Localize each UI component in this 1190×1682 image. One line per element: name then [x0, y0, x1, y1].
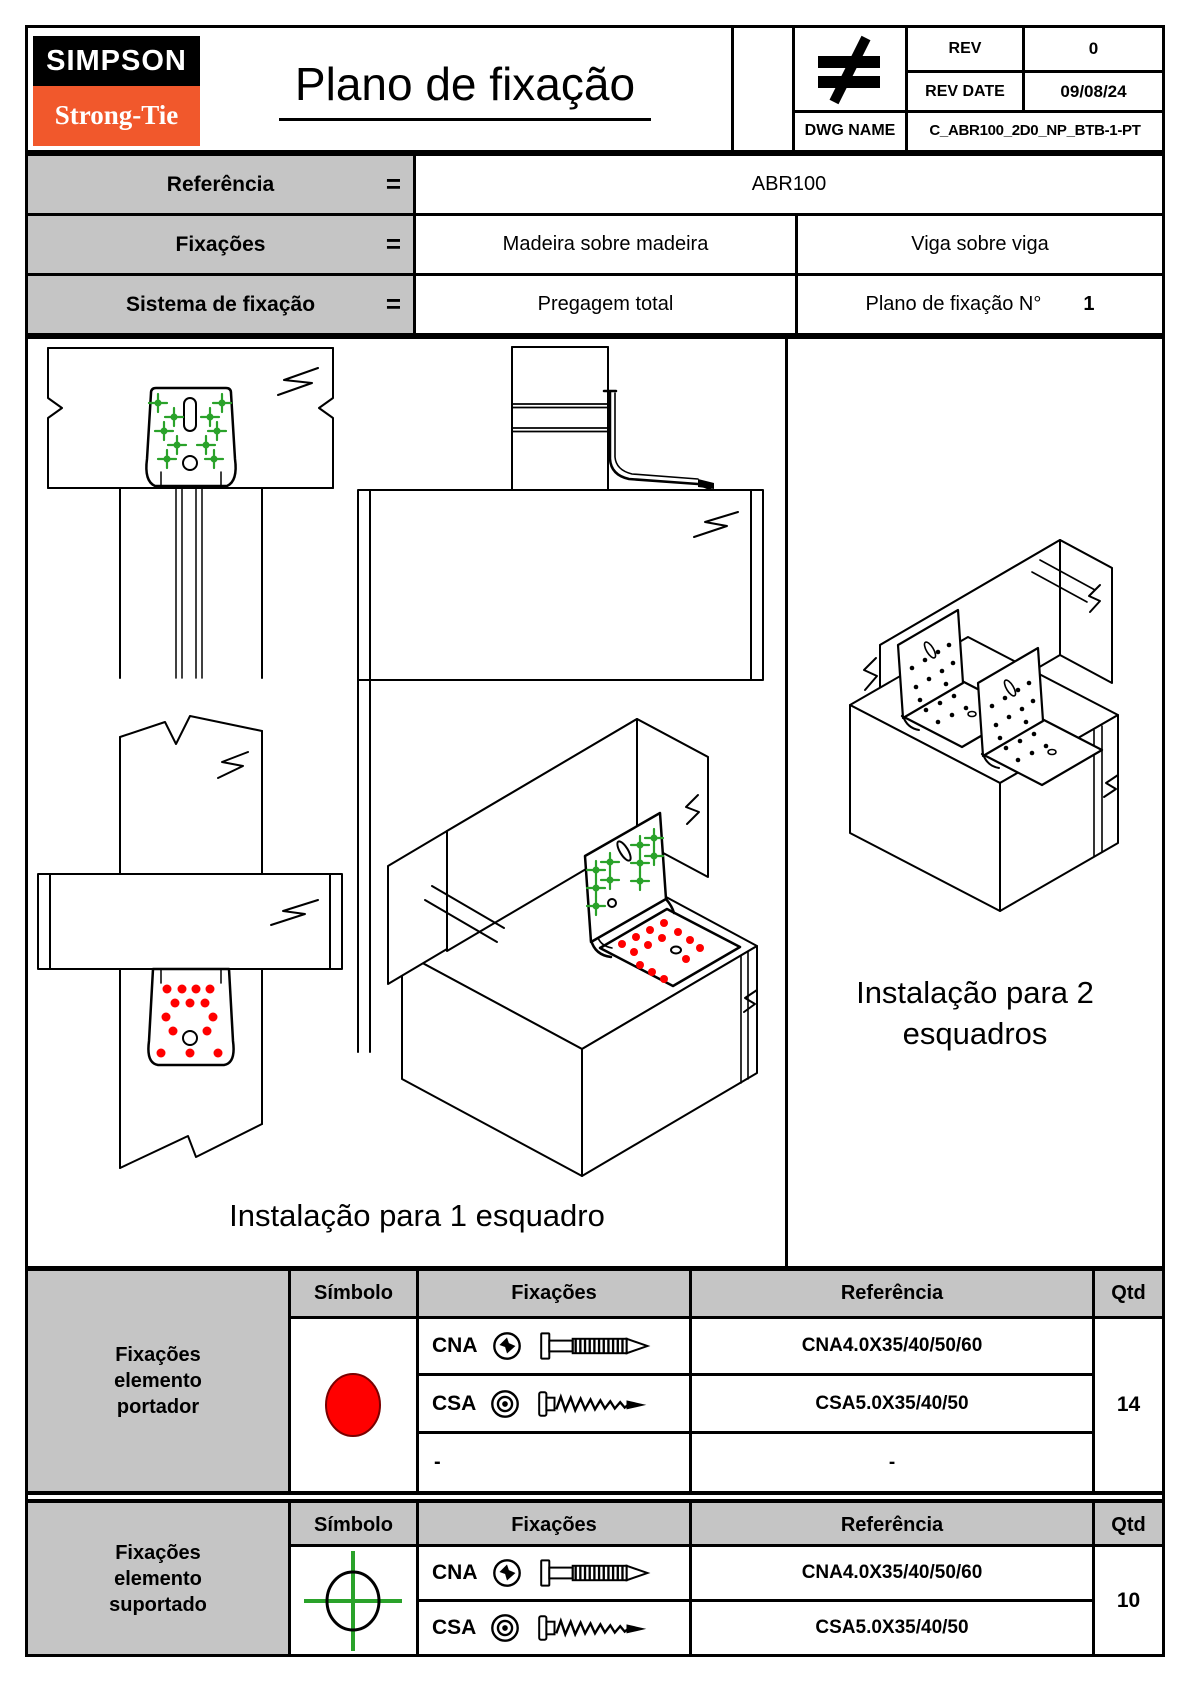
nail-hole-dot [910, 666, 915, 671]
red-nail-marker [209, 1013, 218, 1022]
red-nail-marker [163, 985, 172, 994]
fixacoes-value-left: Madeira sobre madeira [502, 233, 709, 255]
red-nail-marker [674, 928, 682, 936]
red-nail-marker [618, 940, 626, 948]
referencia-label: Referência [166, 172, 275, 196]
nail-hole-dot [1016, 688, 1021, 693]
equals-sign: = [385, 287, 401, 318]
red-nail-marker [201, 999, 210, 1008]
nail-hole-dot [936, 720, 941, 725]
red-nail-marker [646, 926, 654, 934]
nail-hole-dot [1044, 744, 1049, 749]
col-header-simbolo: Símbolo [291, 1271, 416, 1316]
bracket-hole [671, 947, 681, 954]
nail-hole-dot [1032, 732, 1037, 737]
red-nail-marker [203, 1027, 212, 1036]
reference-csa: CSA5.0X35/40/50 [815, 1392, 969, 1414]
plan-number-cell [798, 276, 1162, 333]
info-row-fixacoes-label-cell [28, 216, 413, 273]
nail-hole-dot [952, 694, 957, 699]
bracket-hole [183, 1031, 197, 1045]
red-nail-marker [630, 948, 638, 956]
fixing-row-empty: - [434, 1451, 441, 1473]
info-row-sistema-label-cell [28, 276, 413, 333]
qty-portador: 14 [1116, 1393, 1141, 1416]
right-drawings-panel [788, 339, 1162, 1266]
red-nail-marker [206, 985, 215, 994]
nail-hole-dot [1004, 746, 1009, 751]
fixing-row-csa: CSA [420, 1376, 688, 1431]
nail-hole-dot [936, 650, 941, 655]
front-view-supported-side-drawing [48, 348, 333, 678]
title-cell [200, 30, 730, 148]
page-title: Plano de fixação [279, 57, 651, 121]
col-header-qtd: Qtd [1095, 1503, 1162, 1547]
col-header-qtd: Qtd [1095, 1271, 1162, 1316]
red-nail-marker [686, 936, 694, 944]
break-symbol [278, 368, 318, 395]
front-view-carrier-side-drawing [38, 716, 342, 1168]
caption-two-brackets: Instalação para 2 esquadros [856, 975, 1094, 1051]
left-drawings-panel [28, 339, 785, 1266]
nail-hole-dot [1018, 739, 1023, 744]
neq-logo-cell [795, 28, 905, 110]
reference-cna: CNA4.0X35/40/50/60 [801, 1562, 983, 1583]
break-symbol [218, 752, 248, 778]
plan-number-label: Plano de fixação N° [865, 293, 1042, 315]
csa-head-icon [489, 1388, 521, 1420]
nail-hole-dot [944, 682, 949, 687]
red-nail-marker [178, 985, 187, 994]
col-header-referencia: Referência [692, 1503, 1092, 1547]
equals-sign: = [385, 227, 401, 258]
group-label-suportado: Fixações elemento suportado [28, 1503, 288, 1654]
caption-one-bracket: Instalação para 1 esquadro [229, 1198, 605, 1233]
red-nail-marker [682, 955, 690, 963]
sistema-label: Sistema de fixação [125, 292, 316, 316]
reference-empty: - [888, 1451, 896, 1473]
col-header-fixacoes: Fixações [419, 1271, 689, 1316]
bracket-hole [968, 712, 976, 717]
fixing-row-cna: CNA [420, 1547, 688, 1599]
brand-logo [33, 36, 200, 146]
dwg-name-value: C_ABR100_2D0_NP_BTB-1-PT [929, 122, 1141, 139]
bracket-slot [184, 398, 196, 431]
isometric-one-bracket-drawing [388, 719, 757, 1176]
bracket-profile [604, 391, 710, 489]
red-nail-marker [192, 985, 201, 994]
nail-hole-dot [950, 713, 955, 718]
red-nail-marker [186, 999, 195, 1008]
nail-hole-dot [1007, 715, 1012, 720]
qty-suportado: 10 [1116, 1588, 1141, 1612]
plan-number-value: 1 [1083, 293, 1095, 315]
symbol-suportado-cell [292, 1547, 414, 1654]
nail-hole-dot [947, 643, 952, 648]
referencia-value: ABR100 [751, 173, 827, 195]
nail-hole-dot [1031, 699, 1036, 704]
nail-hole-dot [1003, 696, 1008, 701]
red-nail-marker [696, 944, 704, 952]
brand-logo-bottom: Strong-Tie [33, 86, 200, 146]
red-nail-marker [632, 933, 640, 941]
red-nail-marker [169, 1027, 178, 1036]
not-equal-icon [802, 32, 898, 106]
red-nail-marker [658, 934, 666, 942]
nail-hole-dot [940, 669, 945, 674]
col-header-simbolo: Símbolo [291, 1503, 416, 1547]
nail-hole-dot [964, 706, 969, 711]
rev-date-label: REV DATE [925, 82, 1005, 100]
fixacoes-label: Fixações [175, 232, 266, 256]
red-nail-marker [157, 1049, 166, 1058]
wood-screw-icon [534, 1610, 656, 1646]
reference-cna: CNA4.0X35/40/50/60 [801, 1335, 983, 1356]
red-nail-marker [636, 961, 644, 969]
red-nail-marker [644, 941, 652, 949]
cna-head-icon [491, 1330, 523, 1362]
nail-hole-dot [990, 704, 995, 709]
info-row-referencia-label-cell [28, 156, 413, 213]
cna-head-icon [491, 1557, 523, 1589]
col-header-referencia: Referência [692, 1271, 1092, 1316]
red-nail-marker [214, 1049, 223, 1058]
isometric-two-brackets-drawing [850, 540, 1118, 911]
reference-csa: CSA5.0X35/40/50 [815, 1617, 969, 1638]
red-nail-marker [660, 975, 668, 983]
red-nail-marker [660, 919, 668, 927]
rev-date-value: 09/08/24 [1060, 81, 1127, 101]
wood-screw-icon [534, 1386, 656, 1422]
sistema-value: Pregagem total [537, 293, 674, 315]
bracket-hole [608, 899, 616, 907]
nail-hole-dot [1024, 720, 1029, 725]
red-nail-marker [171, 999, 180, 1008]
rev-label: REV [948, 40, 982, 57]
symbol-portador-cell [292, 1319, 414, 1491]
equals-sign: = [385, 167, 401, 198]
nail-hole-dot [1016, 758, 1021, 763]
green-crosshair-circle-icon [298, 1549, 408, 1653]
csa-head-icon [489, 1612, 521, 1644]
nail-hole-dot [1030, 751, 1035, 756]
nail-hole-dot [998, 736, 1003, 741]
nail-hole-dot [994, 723, 999, 728]
brand-logo-top: SIMPSON [33, 36, 200, 86]
group-label-portador: Fixações elemento portador [28, 1271, 288, 1491]
fixacoes-value-right: Viga sobre viga [911, 233, 1049, 255]
nail-hole-dot [938, 701, 943, 706]
filled-red-circle-icon [318, 1370, 388, 1440]
red-nail-marker [162, 1013, 171, 1022]
nail-hole-dot [1027, 681, 1032, 686]
bracket-hole [183, 456, 197, 470]
dwg-name-label: DWG NAME [804, 121, 896, 139]
fixing-row-csa: CSA [420, 1602, 688, 1654]
ring-shank-nail-icon [536, 1555, 658, 1591]
nail-hole-dot [951, 661, 956, 666]
nail-hole-dot [914, 685, 919, 690]
red-nail-marker [648, 968, 656, 976]
fixing-row-cna: CNA [420, 1319, 688, 1373]
bracket-hole [1048, 750, 1056, 755]
red-nail-marker [186, 1049, 195, 1058]
nail-hole-dot [918, 698, 923, 703]
rev-value: 0 [1088, 39, 1099, 58]
nail-hole-dot [1020, 707, 1025, 712]
col-header-fixacoes: Fixações [419, 1503, 689, 1547]
nail-hole-dot [927, 677, 932, 682]
nail-hole-dot [923, 658, 928, 663]
nail-hole-dot [924, 708, 929, 713]
ring-shank-nail-icon [536, 1328, 658, 1364]
